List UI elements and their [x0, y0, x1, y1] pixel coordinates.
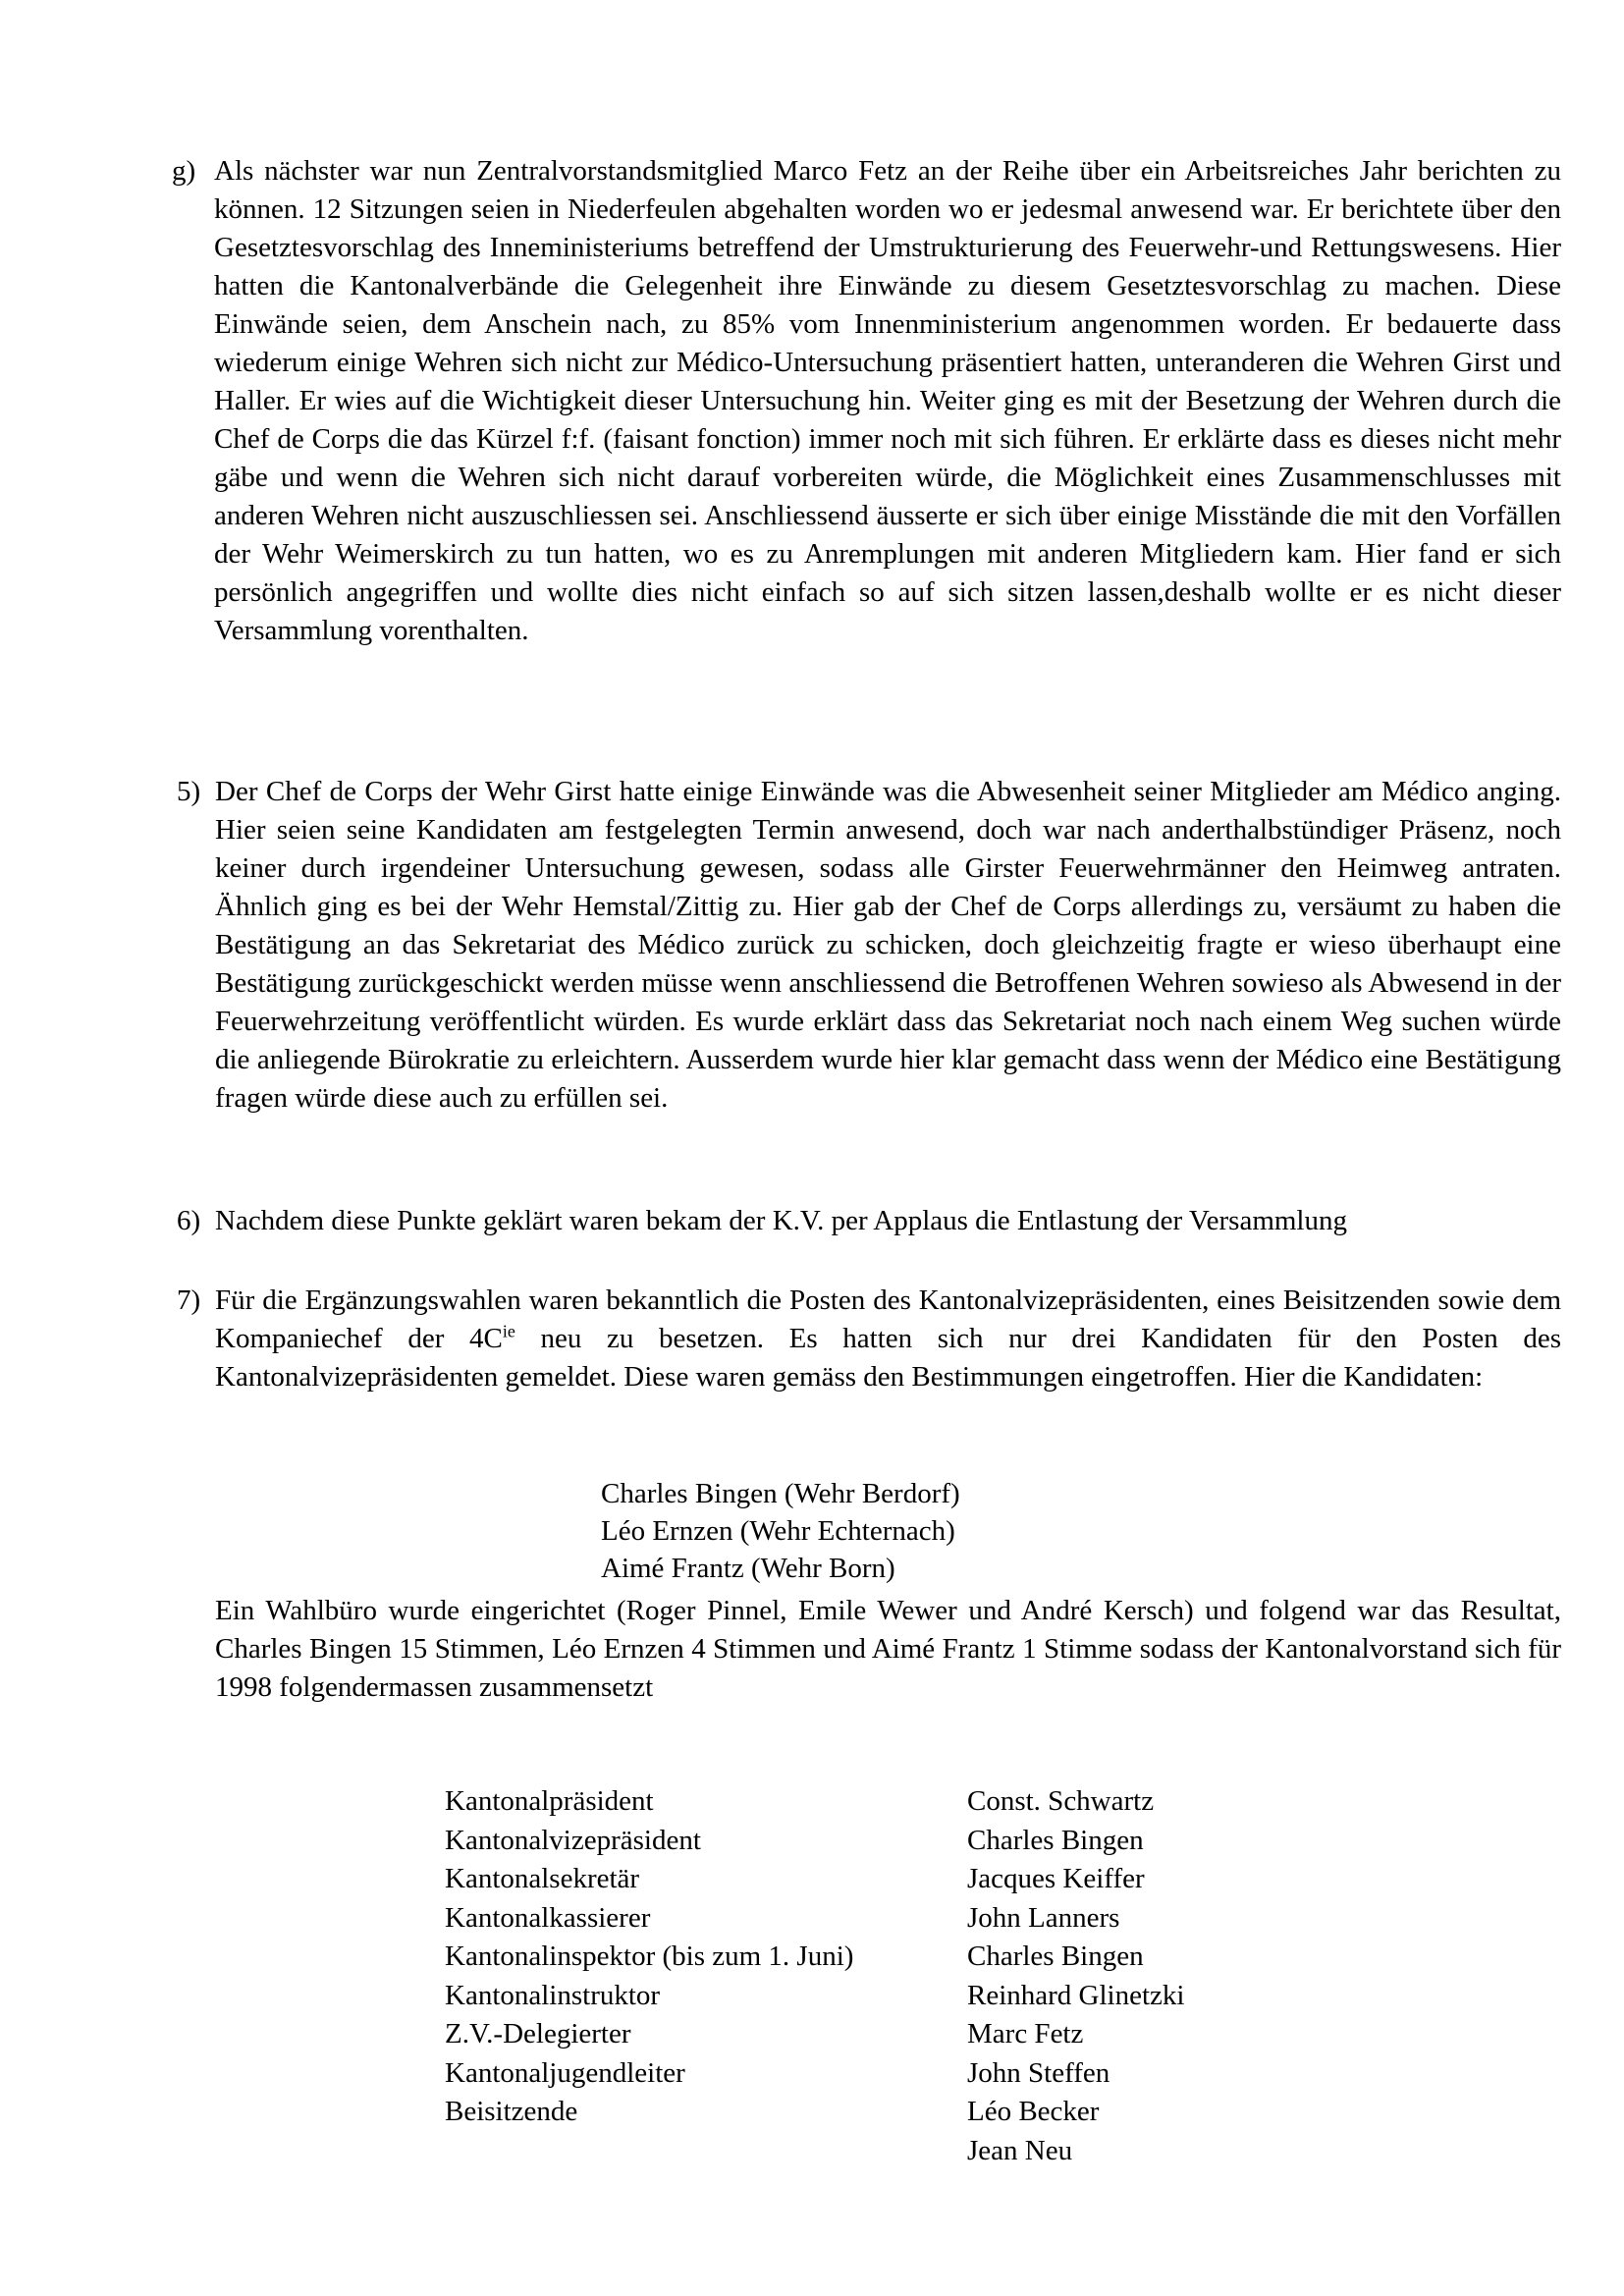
- board-person: Marc Fetz: [967, 2018, 1084, 2050]
- board-row: [445, 2132, 1262, 2171]
- board-row: [445, 1860, 1262, 1899]
- board-role: Beisitzende: [445, 2096, 578, 2127]
- board-composition-table: [445, 1782, 1262, 2170]
- paragraph-7: [177, 1282, 1561, 1396]
- board-role: Kantonalpräsident: [445, 1785, 654, 1817]
- board-person: Jean Neu: [967, 2134, 1073, 2166]
- paragraph-g: [172, 152, 1561, 650]
- board-person: Jacques Keiffer: [967, 1863, 1145, 1894]
- paragraph-5: [177, 773, 1561, 1118]
- board-row: [445, 1782, 1262, 1822]
- paragraph-text: Der Chef de Corps der Wehr Girst hatte einige Einwände was die Abwesenheit seiner Mitglieder am Médico anging. Hier seien seine Kandidaten am festgelegten Termin anwesend, doch war nach anderthalbstündiger Präsenz, noch keiner durch irgendeiner Untersuchung gewesen, sodass alle Girster Feuerwehrmänner den Heimweg antraten. Ähnlich ging es bei der Wehr Hemstal/Zittig zu. Hier gab der Chef de Corps allerdings zu, versäumt zu haben die Bestätigung an das Sekretariat des Médico zurück zu schicken, doch gleichzeitig fragte er wieso überhaupt eine Bestätigung zurückgeschickt werden müsse wenn anschliessend die Betroffenen Wehren sowieso als Abwesend in der Feuerwehrzeitung veröffentlicht würden. Es wurde erklärt dass das Sekretariat noch nach einem Weg suchen würde die anliegende Bürokratie zu erleichtern. Ausserdem wurde hier klar gemacht dass wenn der Médico eine Bestätigung fragen würde diese auch zu erfüllen sei.: [215, 776, 1561, 1114]
- board-person: Léo Becker: [967, 2096, 1100, 2127]
- board-row: [445, 2015, 1262, 2054]
- board-row: [445, 1822, 1262, 1861]
- board-role: Kantonalinstruktor: [445, 1979, 661, 2011]
- board-role: Z.V.-Delegierter: [445, 2018, 631, 2050]
- board-row: [445, 2093, 1262, 2132]
- board-person: Charles Bingen: [967, 1824, 1144, 1856]
- candidate-item: Aimé Frantz (Wehr Born): [601, 1553, 895, 1584]
- paragraph-text: Nachdem diese Punkte geklärt waren bekam der K.V. per Applaus die Entlastung der Versammlung: [215, 1205, 1347, 1236]
- board-person: John Lanners: [967, 1901, 1120, 1934]
- board-person: Charles Bingen: [967, 1941, 1144, 1972]
- paragraph-text-part: neu zu besetzen. Es hatten sich nur drei Kandidaten für den Posten des Kantonalvizepräsidenten gemeldet. Diese waren gemäss den Bestimmungen eingetroffen. Hier die Kandidaten:: [215, 1323, 1562, 1393]
- candidate-list: [601, 1475, 960, 1587]
- board-role: Kantonalinspektor (bis zum 1. Juni): [445, 1941, 854, 1972]
- board-role: [445, 2132, 967, 2171]
- paragraph-text: [215, 1282, 1561, 1396]
- superscript: ie: [502, 1321, 515, 1341]
- board-row: [445, 2054, 1262, 2094]
- board-person: Reinhard Glinetzki: [967, 1979, 1185, 2011]
- board-role: Kantonalsekretär: [445, 1863, 640, 1894]
- board-row: [445, 1938, 1262, 1977]
- paragraph-text-part: Für die Ergänzungswahlen waren bekanntlich die Posten des Kantonalvizepräsidenten, eines Beisitzenden sowie dem Kompaniechef der 4C: [215, 1285, 1561, 1354]
- election-result-paragraph: Ein Wahlbüro wurde eingerichtet (Roger Pinnel, Emile Wewer und André Kersch) und folgend war das Resultat, Charles Bingen 15 Stimmen, Léo Ernzen 4 Stimmen und Aimé Frantz 1 Stimme sodass der Kantonalvorstand sich für 1998 folgendermassen zusammensetzt: [215, 1595, 1561, 1703]
- board-role: Kantonalvizepräsident: [445, 1824, 701, 1856]
- board-person: Const. Schwartz: [967, 1785, 1155, 1817]
- board-row: [445, 1977, 1262, 2016]
- paragraph-6: [177, 1202, 1561, 1240]
- paragraph-marker: 7): [177, 1285, 201, 1316]
- board-role: Kantonalkassierer: [445, 1901, 651, 1934]
- board-role: Kantonaljugendleiter: [445, 2056, 685, 2089]
- paragraph-text: Als nächster war nun Zentralvorstandsmitglied Marco Fetz an der Reihe über ein Arbeitsreiches Jahr berichten zu können. 12 Sitzungen seien in Niederfeulen abgehalten worden wo er jedesmal anwesend war. Er berichtete über den Gesetztesvorschlag des Inneministeriums betreffend der Umstrukturierung des Feuerwehr-und Rettungswesens. Hier hatten die Kantonalverbände die Gelegenheit ihre Einwände zu diesem Gesetztesvorschlag zu machen. Diese Einwände seien, dem Anschein nach, zu 85% vom Innenministerium angenommen worden. Er bedauerte dass wiederum einige Wehren sich nicht zur Médico-Untersuchung präsentiert hatten, unteranderen die Wehren Girst und Haller. Er wies auf die Wichtigkeit dieser Untersuchung hin. Weiter ging es mit der Besetzung der Wehren durch die Chef de Corps die das Kürzel f:f. (faisant fonction) immer noch mit sich führen. Er erklärte dass es dieses nicht mehr gäbe und wenn die Wehren sich nicht darauf vorbereiten würde, die Möglichkeit eines Zusammenschlusses mit anderen Wehren nicht auszuschliessen sei. Anschliessend äusserte er sich über einige Misstände die mit den Vorfällen der Wehr Weimerskirch zu tun hatten, wo es zu Anremplungen mit anderen Mitgliedern kam. Hier fand er sich persönlich angegriffen und wollte dies nicht einfach so auf sich sitzen lassen,deshalb wollte er es nicht dieser Versammlung vorenthalten.: [214, 155, 1561, 646]
- paragraph-marker: 5): [177, 776, 201, 807]
- candidate-item: Charles Bingen (Wehr Berdorf): [601, 1478, 960, 1509]
- board-row: [445, 1899, 1262, 1939]
- paragraph-marker: 6): [177, 1205, 201, 1236]
- board-person: John Steffen: [967, 2056, 1110, 2089]
- paragraph-marker: g): [172, 155, 196, 187]
- candidate-item: Léo Ernzen (Wehr Echternach): [601, 1515, 955, 1547]
